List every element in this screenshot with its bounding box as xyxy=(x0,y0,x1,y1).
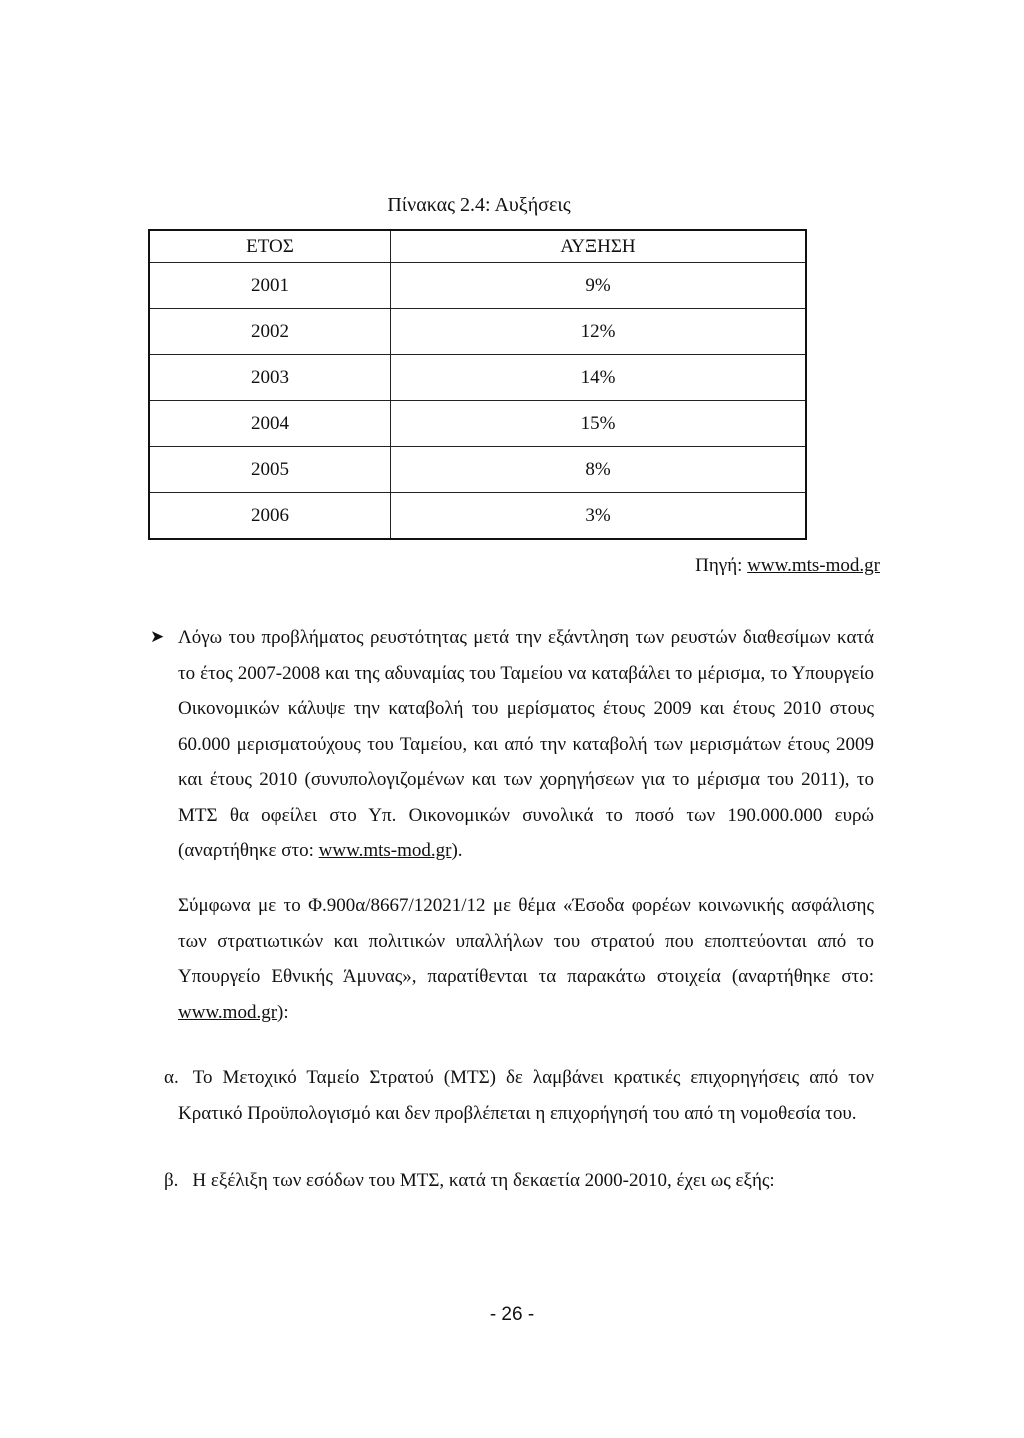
table-row xyxy=(149,493,806,540)
list-text-beta: Η εξέλιξη των εσόδων του ΜΤΣ, κατά τη δεκαετία 2000-2010, έχει ως εξής: xyxy=(192,1170,775,1191)
list-item-alpha xyxy=(164,1060,874,1131)
page-number: - 26 - xyxy=(489,1304,535,1325)
cell-increase: 12% xyxy=(391,309,807,355)
table-row xyxy=(149,309,806,355)
cell-increase: 8% xyxy=(391,447,807,493)
table-row xyxy=(149,263,806,309)
table-row xyxy=(149,401,806,447)
decision-text: Σύμφωνα με το Φ.900α/8667/12021/12 με θέμα «Έσοδα φορέων κοινωνικής ασφάλισης των στρατιωτικών και πολιτικών υπαλλήλων του στρατού που εποπτεύονται από το Υπουργείο Εθνικής Άμυνας», παρατίθενται τα παρακάτω στοιχεία (αναρτήθηκε στο: xyxy=(178,895,874,987)
decision-text-end: ): xyxy=(277,1001,289,1023)
cell-year: 2005 xyxy=(149,447,391,493)
table-source xyxy=(600,553,880,579)
cell-increase: 9% xyxy=(391,263,807,309)
list-text-alpha: Το Μετοχικό Ταμείο Στρατού (ΜΤΣ) δε λαμβάνει κρατικές επιχορηγήσεις από τον Κρατικό Προϋπολογισμό και δεν προβλέπεται η επιχορήγησή του από τη νομοθεσία του. xyxy=(178,1067,874,1124)
list-marker-alpha: α. xyxy=(164,1067,179,1088)
increases-table xyxy=(148,229,807,540)
header-increase: ΑΥΞΗΣΗ xyxy=(391,230,807,263)
list-marker-beta: β. xyxy=(164,1170,179,1191)
table-row xyxy=(149,355,806,401)
decision-paragraph xyxy=(178,888,874,1030)
cell-increase: 3% xyxy=(391,493,807,540)
cell-increase: 14% xyxy=(391,355,807,401)
table-caption: Πίνακας 2.4: Αυξήσεις xyxy=(387,194,571,216)
bullet-text: Λόγω του προβλήματος ρευστότητας μετά την εξάντληση των ρευστών διαθεσίμων κατά το έτος 2007-2008 και της αδυναμίας του Ταμείου να καταβάλει το μέρισμα, το Υπουργείο Οικονομικών κάλυψε την καταβολή του μερίσματος έτους 2009 και έτους 2010 στους 60.000 μερισματούχους του Ταμείου, και από την καταβολή των μερισμάτων έτους 2009 και έτους 2010 (συνυπολογιζομένων και των χορηγήσεων για το μέρισμα του 2011), το ΜΤΣ θα οφείλει στο Υπ. Οικονομικών συνολικά το ποσό των 190.000.000 ευρώ (αναρτήθηκε στο: xyxy=(178,627,874,861)
source-label: Πηγή: xyxy=(695,555,748,576)
source-link[interactable]: www.mts-mod.gr xyxy=(747,555,880,576)
bullet-paragraph xyxy=(178,620,874,869)
cell-year: 2006 xyxy=(149,493,391,540)
arrow-bullet-icon: ➤ xyxy=(150,627,165,647)
table-header-row xyxy=(149,230,806,263)
bullet-text-end: ). xyxy=(451,840,463,861)
cell-year: 2004 xyxy=(149,401,391,447)
cell-year: 2003 xyxy=(149,355,391,401)
cell-year: 2002 xyxy=(149,309,391,355)
cell-year: 2001 xyxy=(149,263,391,309)
bullet-link[interactable]: www.mts-mod.gr xyxy=(318,840,452,861)
decision-link[interactable]: www.mod.gr xyxy=(178,1001,278,1023)
list-item-beta xyxy=(164,1163,874,1199)
header-year: ΕΤΟΣ xyxy=(149,230,391,263)
table-row xyxy=(149,447,806,493)
cell-increase: 15% xyxy=(391,401,807,447)
